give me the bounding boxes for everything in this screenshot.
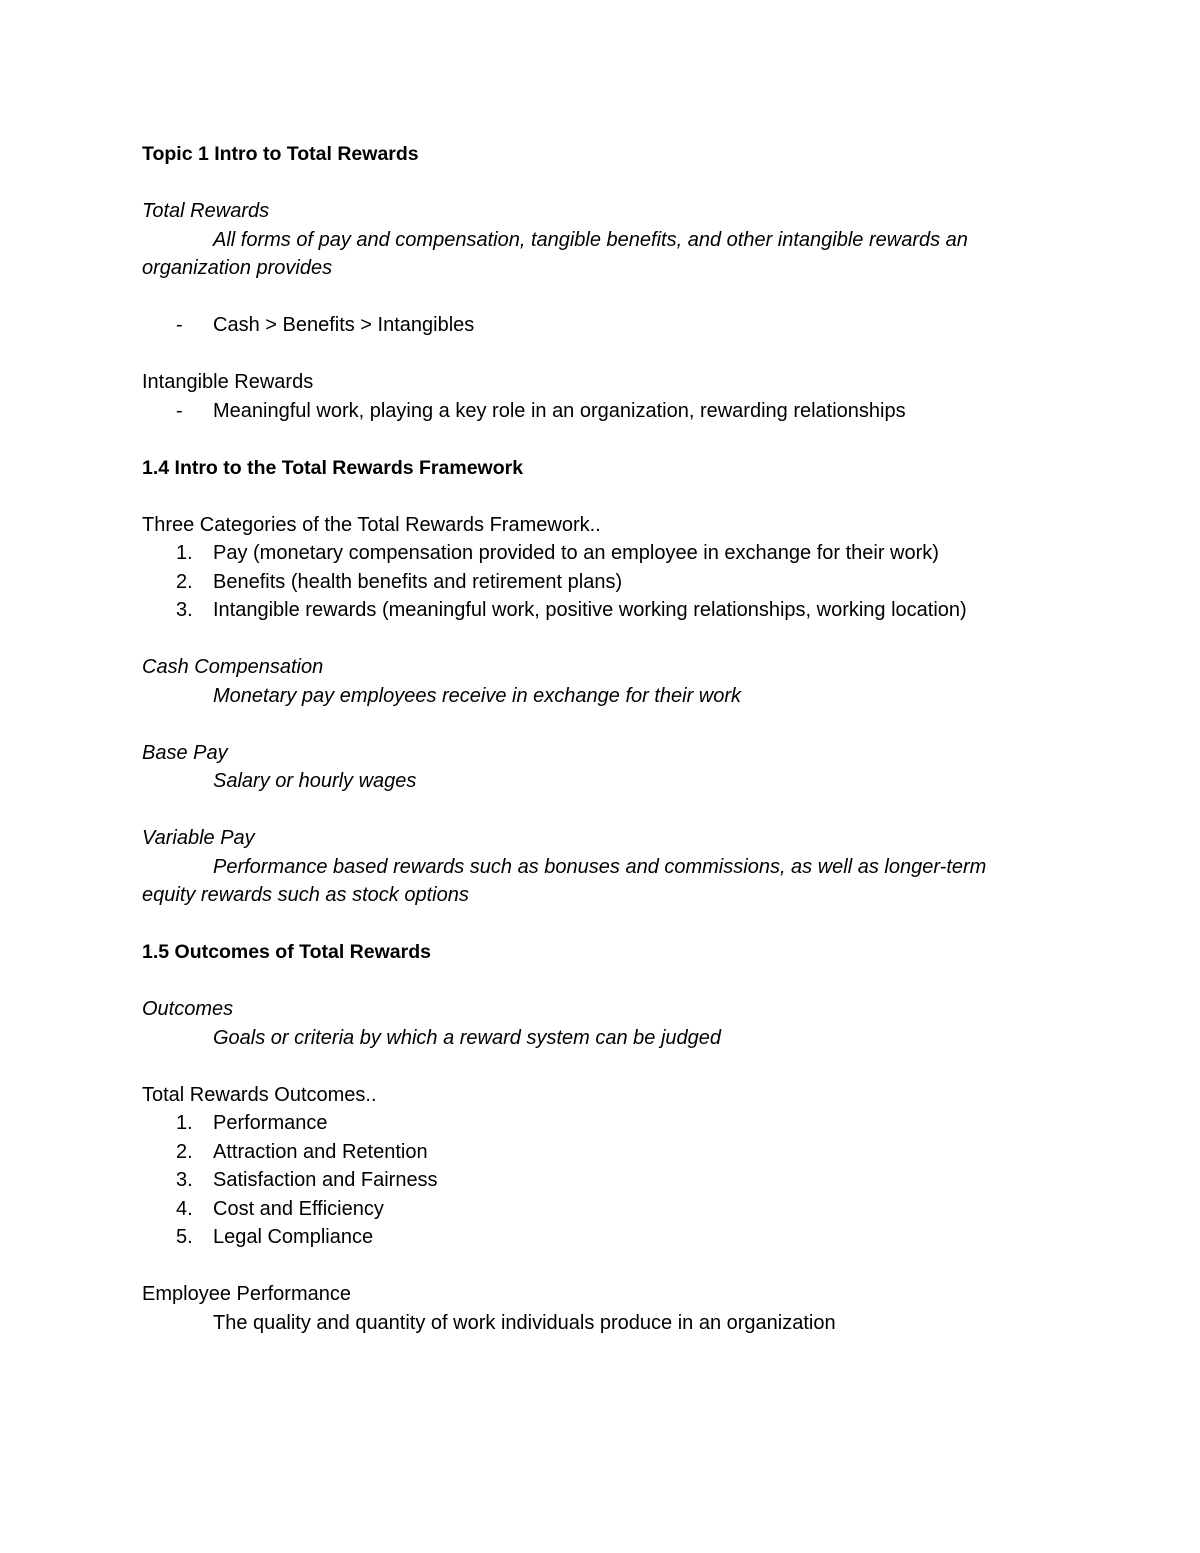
list-number: 5. xyxy=(176,1226,193,1248)
section-heading-1-5: 1.5 Outcomes of Total Rewards xyxy=(142,941,431,963)
bullet-marker: - xyxy=(176,399,183,422)
list-text: Cost and Efficiency xyxy=(213,1197,384,1220)
bullet-marker: - xyxy=(176,314,183,336)
list-number: 2. xyxy=(176,1140,193,1163)
topic-title: Topic 1 Intro to Total Rewards xyxy=(142,143,419,165)
term-base-pay: Base Pay xyxy=(142,741,228,764)
list-number: 2. xyxy=(176,570,193,593)
label-intangible-rewards: Intangible Rewards xyxy=(142,371,314,393)
list-text: Performance xyxy=(213,1112,328,1134)
outcomes-intro: Total Rewards Outcomes.. xyxy=(142,1083,377,1106)
definition-total-rewards-line1: All forms of pay and compensation, tangible benefits, and other intangible rewards an xyxy=(213,228,968,251)
definition-variable-pay-line1: Performance based rewards such as bonuses and commissions, as well as longer-term xyxy=(213,855,987,878)
bullet-text: Meaningful work, playing a key role in an organization, rewarding relationships xyxy=(213,399,906,422)
definition-variable-pay-line2: equity rewards such as stock options xyxy=(142,884,469,906)
bullet-text: Cash > Benefits > Intangibles xyxy=(213,314,475,336)
list-item xyxy=(142,568,1062,597)
term-total-rewards: Total Rewards xyxy=(142,200,270,222)
term-cash-compensation: Cash Compensation xyxy=(142,656,324,678)
definition-outcomes: Goals or criteria by which a reward system can be judged xyxy=(213,1026,722,1049)
definition-cash-compensation: Monetary pay employees receive in exchange for their work xyxy=(213,684,742,707)
list-item xyxy=(142,539,1062,568)
list-number: 1. xyxy=(176,542,193,564)
list-text: Attraction and Retention xyxy=(213,1140,428,1163)
framework-intro: Three Categories of the Total Rewards Framework.. xyxy=(142,513,601,536)
label-employee-performance: Employee Performance xyxy=(142,1283,351,1305)
definition-employee-performance: The quality and quantity of work individuals produce in an organization xyxy=(213,1311,836,1334)
list-number: 4. xyxy=(176,1197,193,1220)
list-item xyxy=(142,596,1062,625)
list-text: Legal Compliance xyxy=(213,1226,374,1248)
term-variable-pay: Variable Pay xyxy=(142,827,255,849)
list-item xyxy=(142,1138,1062,1167)
list-number: 1. xyxy=(176,1112,193,1134)
list-item xyxy=(142,1109,1062,1138)
list-text: Pay (monetary compensation provided to an employee in exchange for their work) xyxy=(213,542,939,564)
list-item xyxy=(142,1166,1062,1195)
list-number: 3. xyxy=(176,599,193,621)
list-number: 3. xyxy=(176,1169,193,1191)
term-outcomes: Outcomes xyxy=(142,998,234,1020)
definition-total-rewards-line2: organization provides xyxy=(142,257,333,279)
list-item xyxy=(142,1195,1062,1224)
definition-base-pay: Salary or hourly wages xyxy=(213,770,417,792)
document-page xyxy=(142,140,1062,1337)
section-heading-1-4: 1.4 Intro to the Total Rewards Framework xyxy=(142,456,524,479)
list-text: Benefits (health benefits and retirement plans) xyxy=(213,570,623,593)
bullet-item xyxy=(142,311,1062,340)
bullet-item xyxy=(142,397,1062,426)
list-item xyxy=(142,1223,1062,1252)
list-text: Intangible rewards (meaningful work, positive working relationships, working location) xyxy=(213,599,967,621)
list-text: Satisfaction and Fairness xyxy=(213,1169,438,1191)
